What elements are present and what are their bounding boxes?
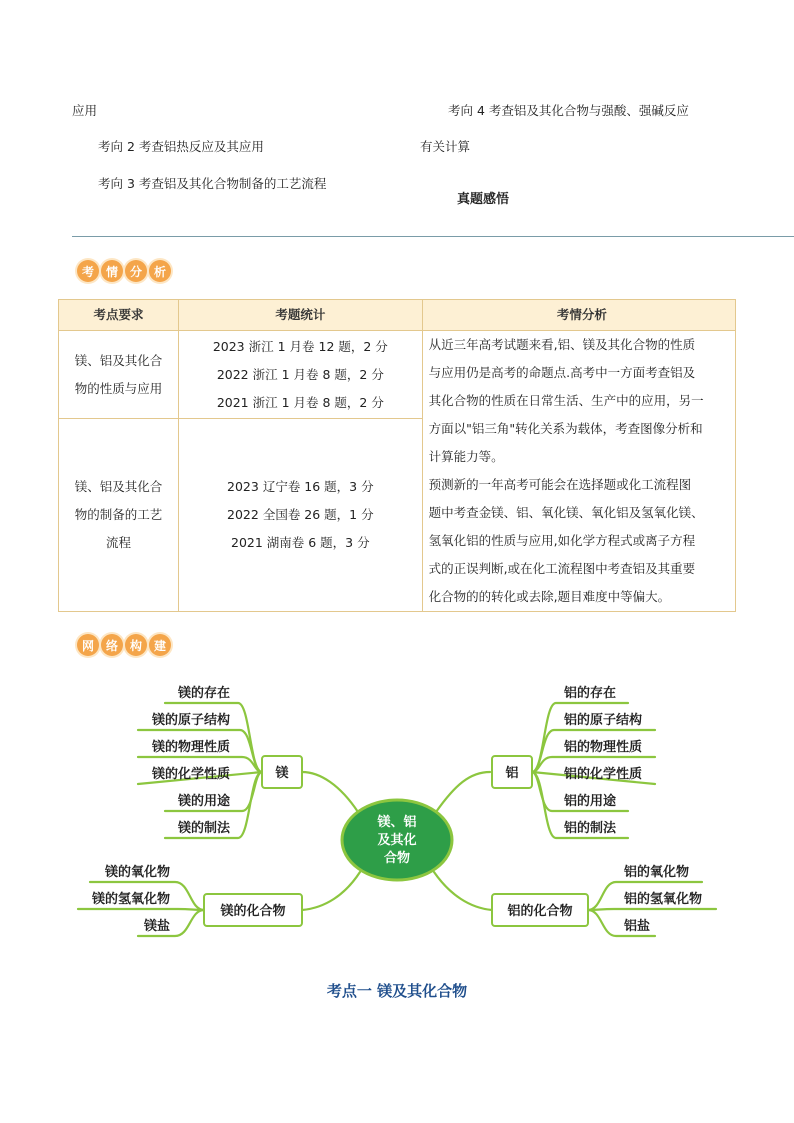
mg-leaf: 镁的物理性质 <box>151 740 230 755</box>
cell-text: 2023 辽宁卷 16 题，3 分 <box>227 479 374 495</box>
header-line2-left: 考向 2 考查铝热反应及其应用 <box>98 139 264 154</box>
analysis-line: 预测新的一年高考可能会在选择题或化工流程图 <box>428 477 692 492</box>
al-leaf: 铝的制法 <box>564 821 617 836</box>
badge-char: 情 <box>101 260 123 282</box>
analysis-line: 计算能力等。 <box>428 449 504 464</box>
analysis-line: 式的正误判断,或在化工流程图中考查铝及其重要 <box>428 561 696 576</box>
mg-compound-leaf: 镁的氧化物 <box>104 865 170 880</box>
center-label: 及其化 <box>377 833 417 848</box>
zhenti-title: 真题感悟 <box>457 192 510 207</box>
branch-line <box>78 909 204 910</box>
mg-compounds-label: 镁的化合物 <box>220 904 286 919</box>
mg-compound-leaf: 镁盐 <box>143 919 170 934</box>
branch-line <box>302 872 360 910</box>
badge-char: 络 <box>101 634 123 656</box>
al-leaf: 铝的存在 <box>564 686 617 701</box>
badge-char: 构 <box>125 634 147 656</box>
branch-line <box>434 872 492 910</box>
mg-label: 镁 <box>275 766 289 781</box>
badge-char: 析 <box>149 260 171 282</box>
cell-text: 2022 浙江 1 月卷 8 题，2 分 <box>216 366 384 382</box>
al-leaf: 铝的化学性质 <box>564 767 643 782</box>
analysis-line: 与应用仍是高考的命题点.高考中一方面考查铝及 <box>428 365 696 380</box>
al-leaf: 铝的用途 <box>564 794 617 809</box>
branch-line <box>588 909 716 910</box>
cell-text: 物的制备的工艺 <box>74 507 163 523</box>
analysis-line: 方面以"铝三角"转化关系为载体，考查图像分析和 <box>428 421 703 436</box>
al-leaf: 铝的物理性质 <box>564 740 643 755</box>
header-line3-left: 考向 3 考查铝及其化合物制备的工艺流程 <box>98 176 327 191</box>
analysis-line: 其化合物的性质在日常生活、生产中的应用，另一 <box>428 393 704 408</box>
header-line2-right: 有关计算 <box>420 139 471 154</box>
mg-leaf: 镁的原子结构 <box>151 713 230 728</box>
section-title: 考点一 镁及其化合物 <box>326 982 468 1000</box>
analysis-line: 从近三年高考试题来看,铝、镁及其化合物的性质 <box>428 337 696 352</box>
mg-leaf: 镁的化学性质 <box>151 767 230 782</box>
mg-leaf: 镁的制法 <box>177 821 230 836</box>
analysis-line: 氢氧化铝的性质与应用,如化学方程式或离子方程 <box>428 533 696 548</box>
mg-leaf: 镁的存在 <box>177 686 230 701</box>
col-header-analysis: 考情分析 <box>422 300 735 331</box>
analysis-line: 化合物的的转化或去除,题目难度中等偏大。 <box>428 589 671 604</box>
branch-line <box>302 772 358 812</box>
al-leaf: 铝的原子结构 <box>564 713 643 728</box>
mg-compound-leaf: 镁的氢氧化物 <box>91 892 170 907</box>
al-compound-leaf: 铝的氧化物 <box>624 865 690 880</box>
al-compound-leaf: 铝的氢氧化物 <box>624 892 703 907</box>
al-label: 铝 <box>505 766 519 781</box>
cell-text: 2023 浙江 1 月卷 12 题，2 分 <box>212 338 388 354</box>
center-label: 镁、铝 <box>377 815 417 830</box>
col-header-stats: 考题统计 <box>178 300 422 331</box>
mg-leaf: 镁的用途 <box>177 794 230 809</box>
cell-text: 镁、铝及其化合 <box>74 479 163 495</box>
center-label: 合物 <box>383 851 411 866</box>
col-header-requirement: 考点要求 <box>59 300 179 331</box>
cell-text: 2021 浙江 1 月卷 8 题，2 分 <box>216 394 384 410</box>
al-compounds-label: 铝的化合物 <box>507 904 573 919</box>
badge-char: 分 <box>125 260 147 282</box>
cell-text: 2022 全国卷 26 题，1 分 <box>227 507 374 523</box>
cell-text: 物的性质与应用 <box>74 380 163 396</box>
header-line1-left: 应用 <box>72 103 98 118</box>
header-line1-right: 考向 4 考查铝及其化合物与强酸、强碱反应 <box>448 103 689 118</box>
badge-char: 建 <box>149 634 171 656</box>
cell-text: 流程 <box>105 535 131 551</box>
badge-char: 考 <box>77 260 99 282</box>
cell-text: 2021 湖南卷 6 题，3 分 <box>231 535 370 551</box>
al-compound-leaf: 铝盐 <box>624 919 651 934</box>
branch-line <box>436 772 490 812</box>
cell-text: 镁、铝及其化合 <box>74 352 163 368</box>
badge-char: 网 <box>77 634 99 656</box>
analysis-line: 题中考查金镁、铝、氧化镁、氧化铝及氢氧化镁、 <box>428 505 704 520</box>
